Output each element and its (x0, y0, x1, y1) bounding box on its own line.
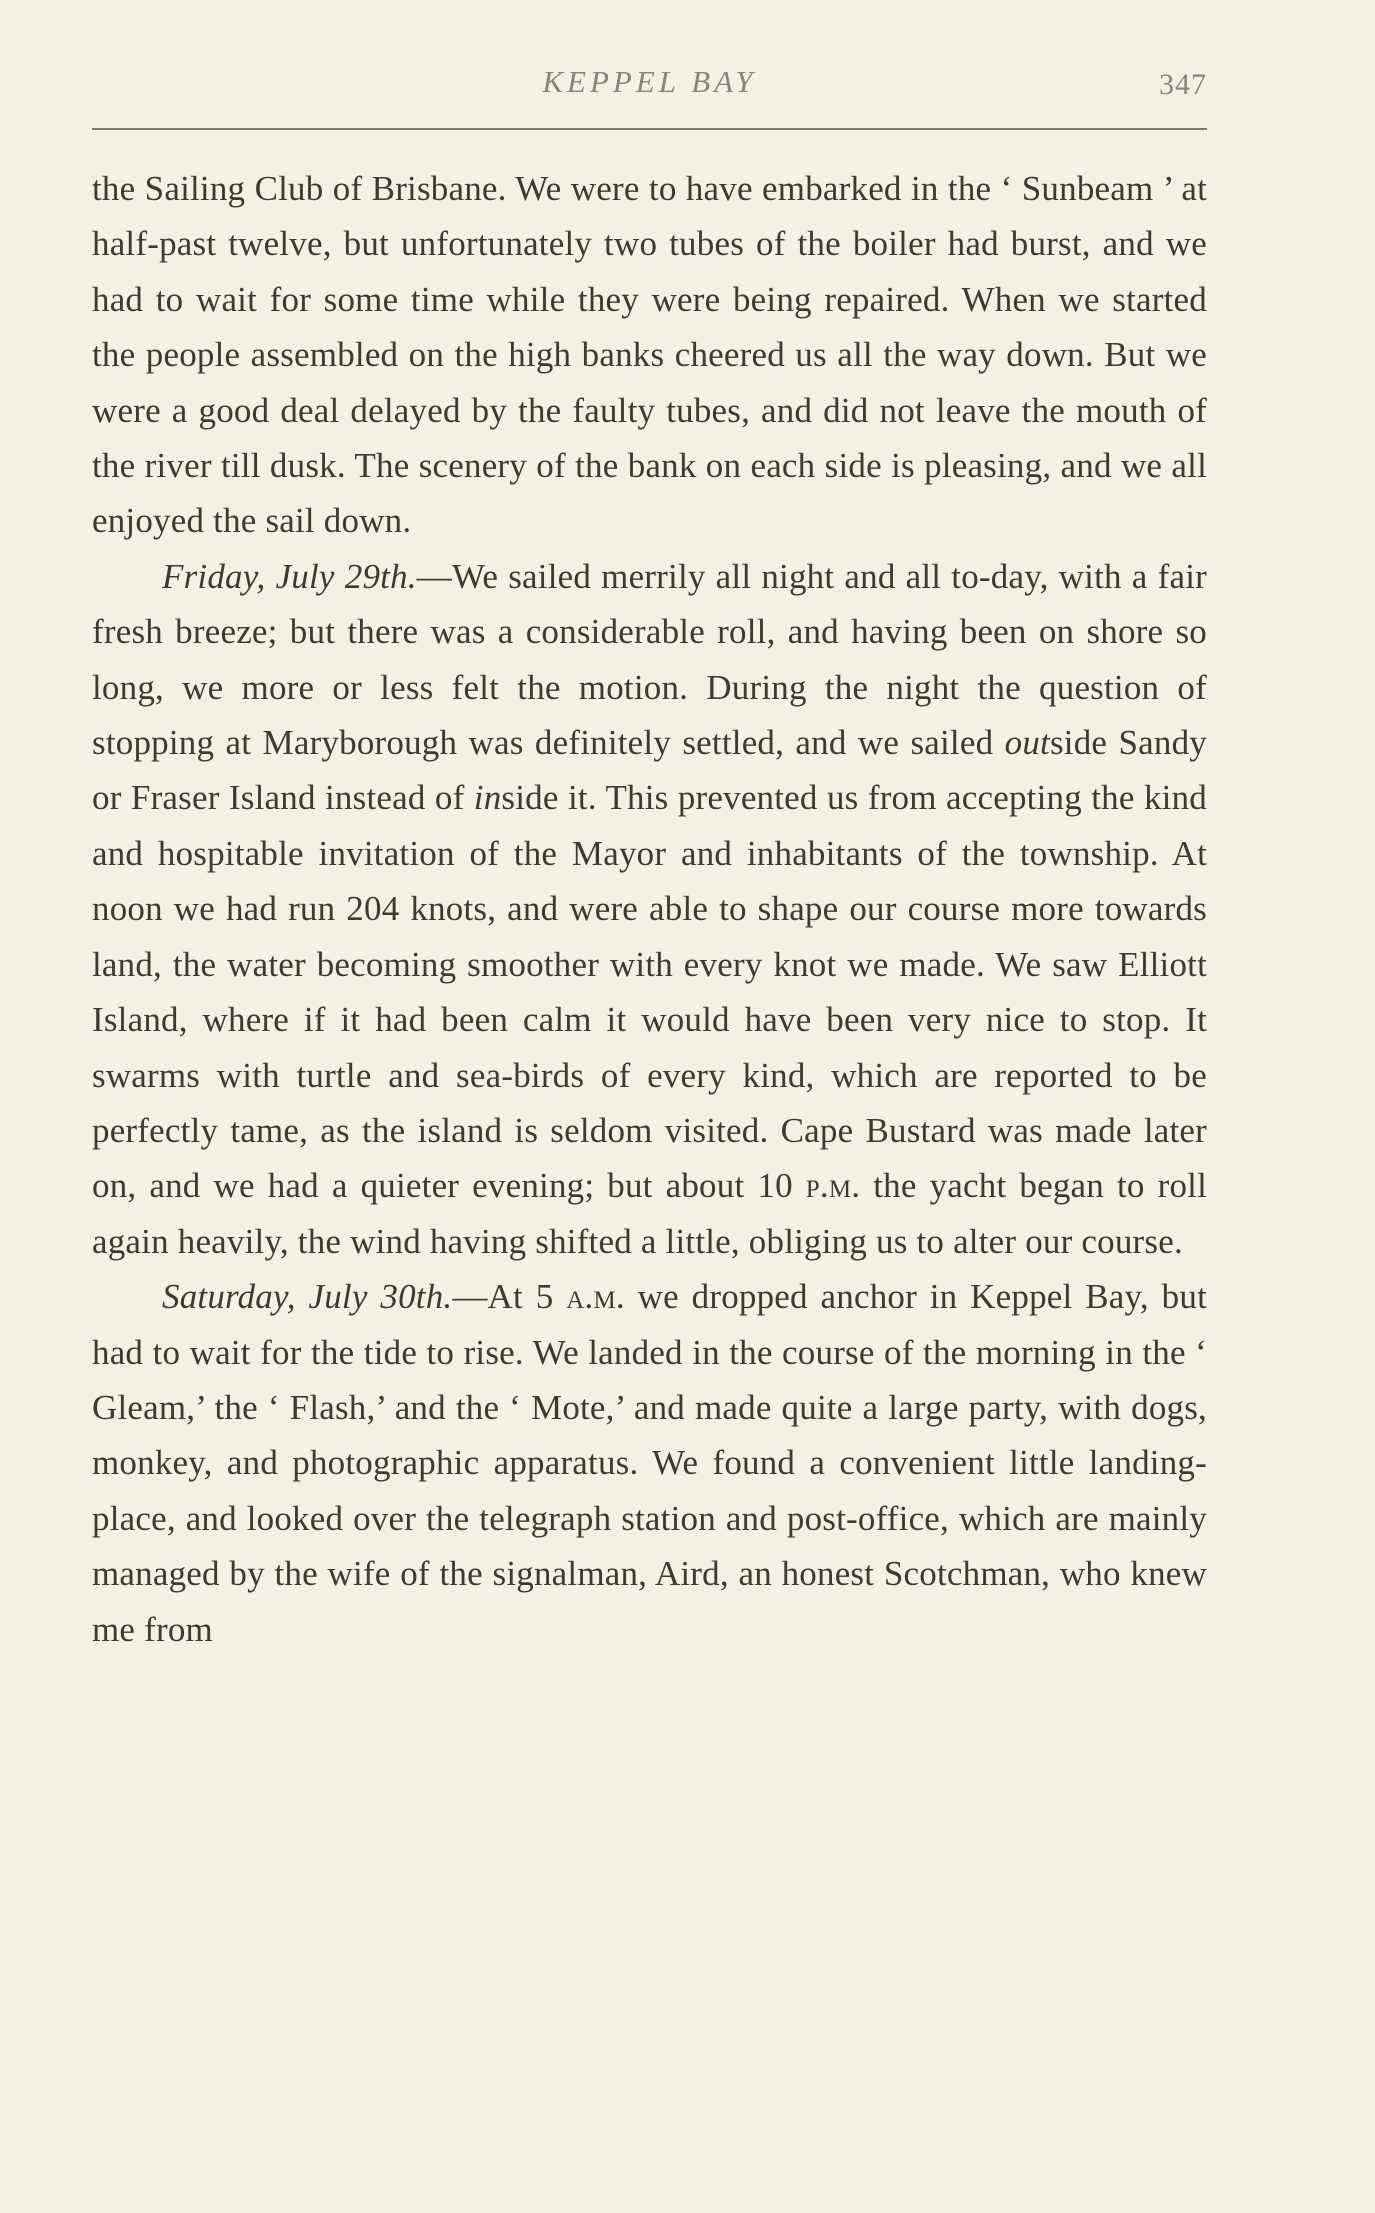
body-text (92, 161, 1207, 1657)
running-head (92, 60, 1207, 116)
paragraph-text: —We sailed merrily all night and all to-day, with a fair fresh breeze; but there was a considerable roll, and having been on shore so long, we more or less felt the motion. During the night the question of stopping at Maryborough was definitely settled, and we sailed (92, 556, 1207, 763)
paragraph-text: we dropped anchor in Keppel Bay, but had to wait for the tide to rise. We landed in the course of the morning in the ‘ Gleam,’ the ‘ Flash,’ and the ‘ Mote,’ and made quite a large party, with dogs, monkey, and photographic apparatus. We found a convenient little landing-place, and looked over the telegraph station and post-office, which are mainly managed by the wife of the signalman, Aird, an honest Scotchman, who knew me from (92, 1277, 1207, 1649)
paragraph-saturday (92, 1269, 1207, 1657)
time-am: a.m. (566, 1277, 625, 1317)
paragraph-text: side it. This prevented us from accepting the kind and hospitable invitation of the Mayor and inhabitants of the township. At noon we had run 204 knots, and were able to shape our course more towards land, the water becoming smoother with every knot we made. We saw Elliott Island, where if it had been calm it would have been very nice to stop. It swarms with turtle and sea-birds of every kind, which are reported to be perfectly tame, as the island is seldom visited. Cape Bustard was made later on, and we had a quieter evening; but about 10 (92, 778, 1207, 1206)
running-title: KEPPEL BAY (542, 64, 757, 99)
page-number: 347 (1159, 68, 1207, 101)
paragraph-friday (92, 549, 1207, 1269)
diary-date-saturday: Saturday, July 30th. (162, 1277, 453, 1317)
emphasis-out: out (1004, 723, 1050, 763)
paragraph-continuation: the Sailing Club of Brisbane. We were to have embarked in the ‘ Sunbeam ’ at half-past twelve, but unfortunately two tubes of the boiler had burst, and we had to wait for some time while they were being repaired. When we started the people assembled on the high banks cheered us all the way down. But we were a good deal delayed by the faulty tubes, and did not leave the mouth of the river till dusk. The scenery of the bank on each side is pleasing, and we all enjoyed the sail down. (92, 169, 1207, 541)
time-pm: p.m. (805, 1166, 861, 1206)
diary-date-friday: Friday, July 29th. (162, 556, 417, 596)
emphasis-in: in (473, 778, 502, 818)
header-rule (92, 128, 1207, 130)
paragraph-text: the yacht began to roll again heavily, the wind having shifted a little, obliging us to alter our course. (92, 1166, 1207, 1261)
paragraph-text: —At 5 (452, 1277, 567, 1317)
paragraph-text: side Sandy or Fraser Island instead of (92, 723, 1207, 818)
